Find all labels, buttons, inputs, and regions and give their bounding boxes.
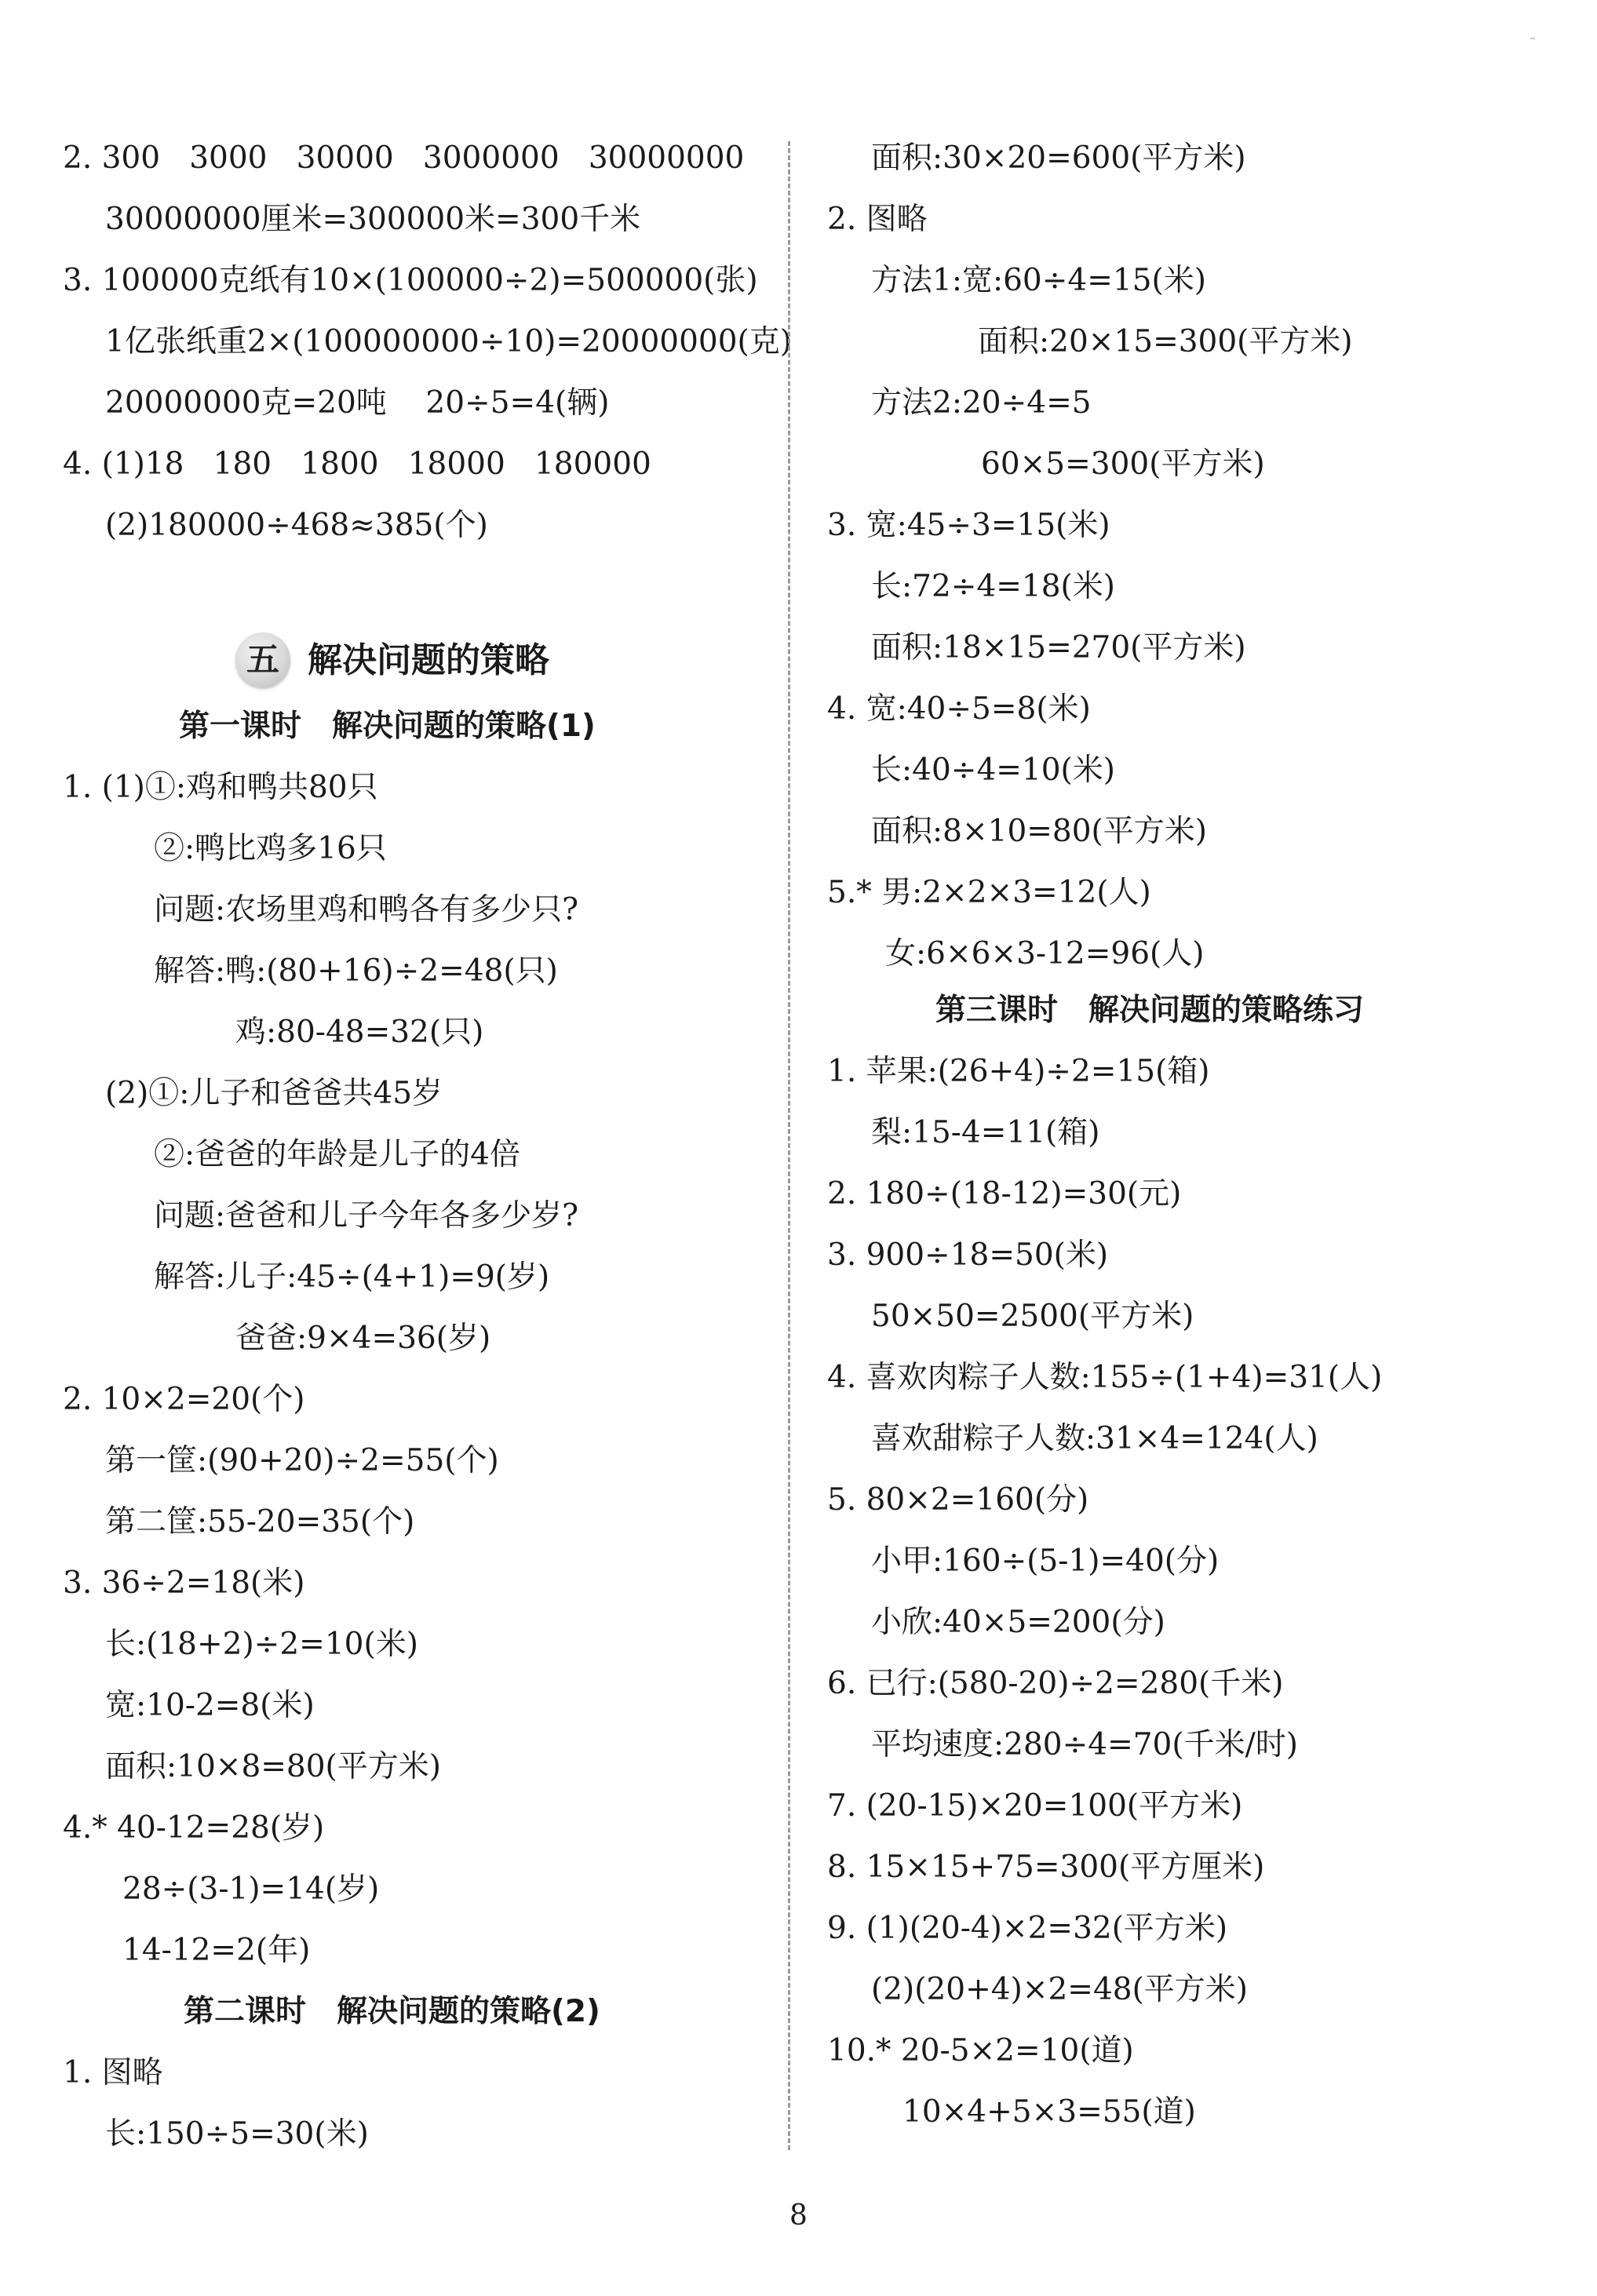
answer-line: 3. 900÷18=50(米) [827,1237,1109,1273]
answer-line: 长:72÷4=18(米) [871,569,1115,604]
answer-line: 面积:18×15=270(平方米) [871,630,1246,665]
lesson-title: 第二课时 解决问题的策略(2) [184,1994,600,2029]
answer-line: 5. 80×2=160(分) [827,1482,1089,1518]
answer-line: 平均速度:280÷4=70(千米/时) [871,1727,1298,1762]
page-number: 8 [789,2199,808,2232]
answer-line: 2. 300 3000 30000 3000000 30000000 [63,140,745,176]
answer-line: 面积:10×8=80(平方米) [105,1749,441,1784]
lesson-title: 第三课时 解决问题的策略练习 [935,993,1365,1028]
answer-line: 1亿张纸重2×(100000000÷10)=20000000(克) [105,324,792,359]
section-title: 解决问题的策略 [308,640,549,680]
answer-line: 2. 图略 [827,202,928,237]
answer-line: (2)(20+4)×2=48(平方米) [871,1972,1249,2007]
answer-line: 喜欢甜粽子人数:31×4=124(人) [871,1421,1318,1456]
answer-line: 鸡:80-48=32(只) [235,1015,484,1050]
answer-line: 1. 图略 [63,2055,163,2090]
section-number-badge: 五 [235,632,290,687]
answer-line: 5.* 男:2×2×3=12(人) [827,875,1151,910]
answer-line: ②:爸爸的年龄是儿子的4倍 [154,1137,520,1172]
answer-line: 60×5=300(平方米) [981,446,1265,482]
answer-line: 宽:10-2=8(米) [105,1688,315,1723]
answer-line: ②:鸭比鸡多16只 [154,831,387,866]
answer-line: 方法1:宽:60÷4=15(米) [871,263,1206,298]
answer-line: 3. 36÷2=18(米) [63,1565,305,1601]
answer-line: 4. 喜欢肉粽子人数:155÷(1+4)=31(人) [827,1360,1383,1395]
lesson-title: 第一课时 解决问题的策略(1) [179,709,596,744]
corner-mark [1530,38,1535,39]
answer-line: 小欣:40×5=200(分) [871,1605,1165,1640]
answer-line: 长:150÷5=30(米) [105,2116,369,2152]
answer-line: 4.* 40-12=28(岁) [63,1810,325,1846]
answer-line: 第一筐:(90+20)÷2=55(个) [105,1443,499,1478]
answer-line: 7. (20-15)×20=100(平方米) [827,1788,1243,1824]
answer-line: 9. (1)(20-4)×2=32(平方米) [827,1911,1228,1946]
answer-line: 10×4+5×3=55(道) [902,2094,1196,2130]
answer-line: (2)180000÷468≈385(个) [105,508,488,543]
answer-line: 2. 10×2=20(个) [63,1382,305,1417]
answer-line: 长:(18+2)÷2=10(米) [105,1627,418,1662]
answer-line: 14-12=2(年) [122,1933,311,1968]
answer-line: 爸爸:9×4=36(岁) [235,1321,491,1356]
answer-line: 4. (1)18 180 1800 18000 180000 [63,446,651,482]
answer-line: 解答:鸭:(80+16)÷2=48(只) [154,953,558,989]
answer-line: 1. (1)①:鸡和鸭共80只 [63,770,378,805]
answer-line: 20000000克=20吨 20÷5=4(辆) [105,385,610,421]
column-divider [788,141,790,2150]
answer-line: (2)①:儿子和爸爸共45岁 [105,1076,443,1111]
answer-line: 第二筐:55-20=35(个) [105,1504,415,1540]
answer-line: 问题:爸爸和儿子今年各多少岁? [154,1198,579,1234]
answer-line: 方法2:20÷4=5 [871,385,1092,421]
answer-line: 6. 已行:(580-20)÷2=280(千米) [827,1666,1284,1701]
answer-line: 问题:农场里鸡和鸭各有多少只? [154,892,579,928]
answer-line: 28÷(3-1)=14(岁) [122,1871,380,1907]
answer-line: 解答:儿子:45÷(4+1)=9(岁) [154,1259,550,1295]
answer-line: 面积:8×10=80(平方米) [871,814,1207,849]
answer-line: 面积:30×20=600(平方米) [871,140,1246,176]
answer-line: 10.* 20-5×2=10(道) [827,2033,1134,2068]
answer-line: 2. 180÷(18-12)=30(元) [827,1176,1182,1212]
answer-line: 4. 宽:40÷5=8(米) [827,691,1091,727]
answer-line: 8. 15×15+75=300(平方厘米) [827,1850,1265,1885]
answer-line: 3. 宽:45÷3=15(米) [827,508,1110,543]
answer-line: 小甲:160÷(5-1)=40(分) [871,1543,1220,1579]
answer-line: 50×50=2500(平方米) [871,1299,1194,1334]
answer-line: 梨:15-4=11(箱) [871,1115,1100,1150]
answer-line: 面积:20×15=300(平方米) [978,324,1353,359]
answer-line: 3. 100000克纸有10×(100000÷2)=500000(张) [63,263,758,298]
answer-line: 30000000厘米=300000米=300千米 [105,202,641,237]
answer-line: 长:40÷4=10(米) [871,753,1115,788]
answer-line: 1. 苹果:(26+4)÷2=15(箱) [827,1054,1210,1089]
answer-line: 女:6×6×3-12=96(人) [885,936,1205,971]
